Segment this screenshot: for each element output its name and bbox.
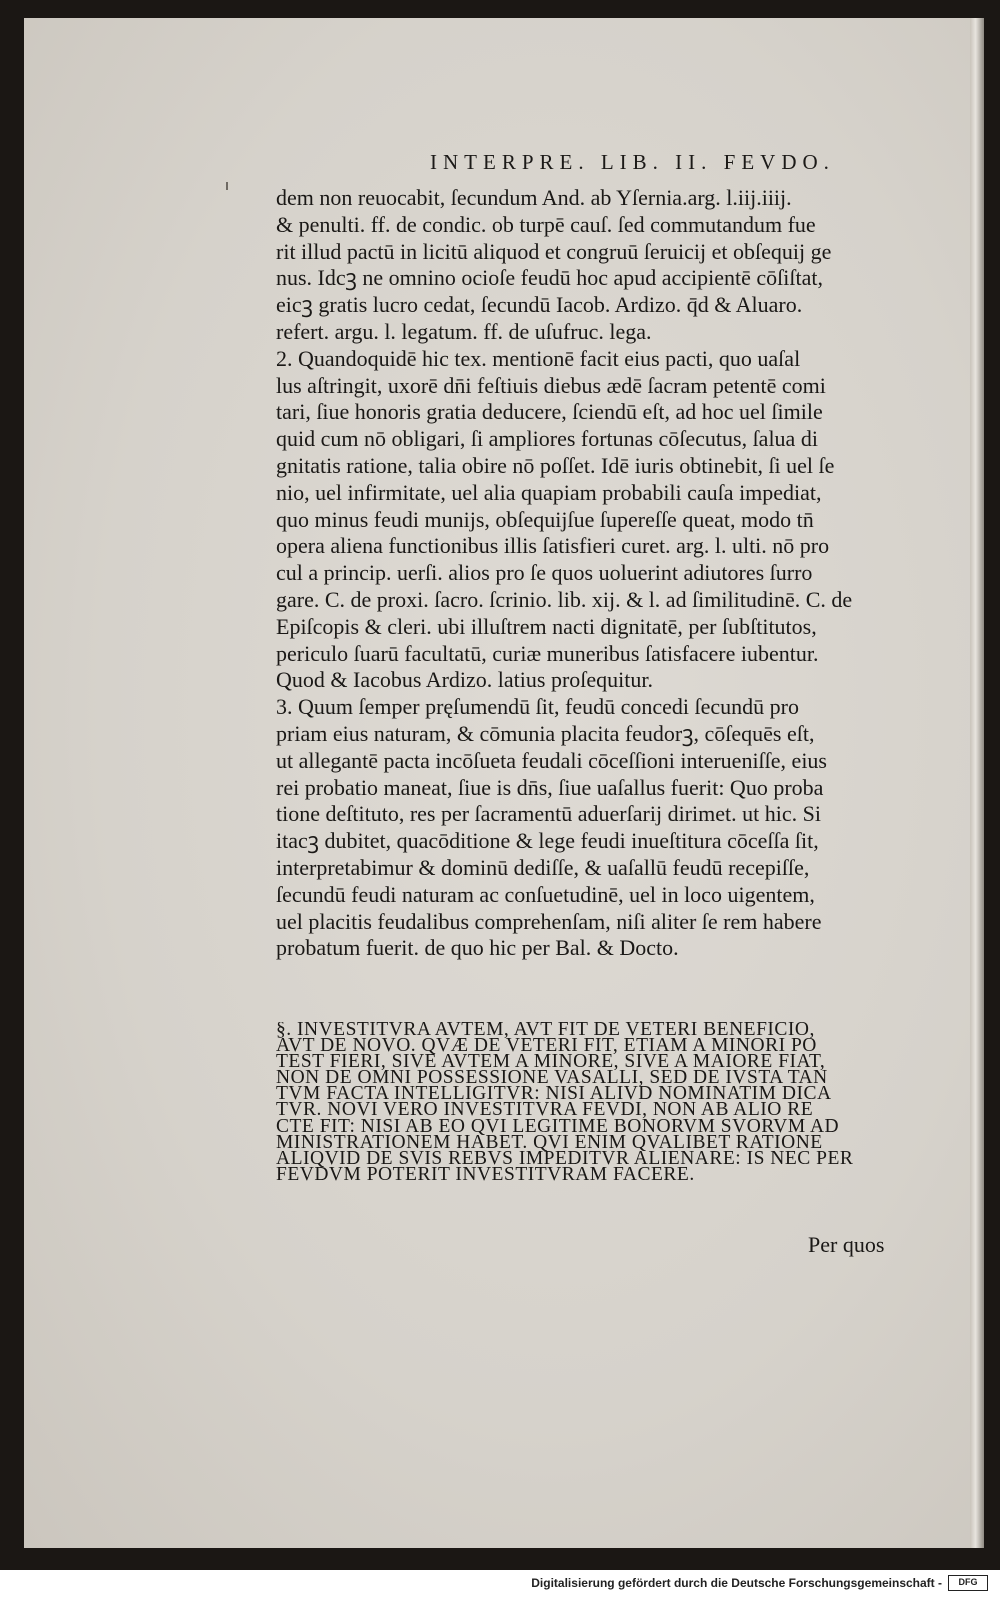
text-line: 2. Quandoquidē hic tex. mentionē facit eius pacti, quo uaſal xyxy=(276,345,801,371)
section-text xyxy=(276,1022,930,1183)
text-line: refert. argu. l. legatum. ff. de uſufruc. lega. xyxy=(276,318,652,344)
text-line: gare. C. de proxi. ſacro. ſcrinio. lib. xij. & l. ad ſimilitudinē. C. de xyxy=(276,586,853,612)
text-line: Quod & Iacobus Ardizo. latius proſequitur. xyxy=(276,667,653,693)
text-line: ut allegantē pacta incōſueta feudali cōceſſioni interueniſſe, eius xyxy=(276,747,827,773)
text-line: & penulti. ff. de condic. ob turpē cauſ. ſed commutandum fue xyxy=(276,211,816,237)
section-line: TVR. NOVI VERO INVESTITVRA FEVDI, NON AB ALIO RE xyxy=(276,1102,814,1119)
section-line: MINISTRATIONEM HABET. QVI ENIM QVALIBET RATIONE xyxy=(276,1134,823,1151)
text-line: tari, ſiue honoris gratia deducere, ſciendū eſt, ad hoc uel ſimile xyxy=(276,399,823,425)
text-line: Epiſcopis & cleri. ubi illuſtrem nacti dignitatē, per ſubſtitutos, xyxy=(276,613,817,639)
text-line: itacꝫ dubitet, quacōditione & lege feudi inueſtitura cōceſſa ſit, xyxy=(276,828,819,854)
text-line: opera aliena functionibus illis ſatisfieri curet. arg. l. ulti. nō pro xyxy=(276,533,830,559)
margin-mark xyxy=(226,182,228,190)
text-line: interpretabimur & dominū dediſſe, & uaſallū feudū recepiſſe, xyxy=(276,854,810,880)
section-line: TVM FACTA INTELLIGITVR: NISI ALIVD NOMINATIM DICA xyxy=(276,1086,832,1103)
text-line: probatum fuerit. de quo hic per Bal. & Docto. xyxy=(276,935,679,961)
text-line: rei probatio maneat, ſiue is dn̄s, ſiue uaſallus fuerit: Quo proba xyxy=(276,774,824,800)
footer-credit: Digitalisierung gefördert durch die Deutsche Forschungsgemeinschaft - xyxy=(531,1576,942,1590)
text-line: periculo ſuarū facultatū, curiæ muneribus ſatisfacere iubentur. xyxy=(276,640,819,666)
page-edge xyxy=(970,18,984,1548)
section-line: ALIQVID DE SVIS REBVS IMPEDITVR ALIENARE: IS NEC PER xyxy=(276,1150,854,1167)
text-line: rit illud pactū in licitū aliquod et congruū ſeruicij et obſequij ge xyxy=(276,238,832,264)
section-line: FEVDVM POTERIT INVESTITVRAM FACERE. xyxy=(276,1166,695,1183)
footer-bar xyxy=(0,1570,1000,1597)
section-line: TEST FIERI, SIVE AVTEM A MINORE, SIVE A MAIORE FIAT, xyxy=(276,1054,826,1071)
text-line: dem non reuocabit, ſecundum And. ab Yſernia.arg. l.iij.iiij. xyxy=(276,185,792,210)
text-line: gnitatis ratione, talia obire nō poſſet. Idē iuris obtinebit, ſi uel ſe xyxy=(276,452,835,478)
section-line: NON DE OMNI POSSESSIONE VASALLI, SED DE IVSTA TAN xyxy=(276,1070,828,1087)
text-line: nus. Idcꝫ ne omnino ocioſe feudū hoc apud accipientē cōſiſtat, xyxy=(276,265,824,291)
text-line: nio, uel infirmitate, uel alia quapiam probabili cauſa impediat, xyxy=(276,479,822,505)
text-line: uel placitis feudalibus comprehenſam, niſi aliter ſe rem habere xyxy=(276,908,822,934)
section-line: AVT DE NOVO. QVÆ DE VETERI FIT, ETIAM A MINORI PO xyxy=(276,1038,817,1055)
text-line: priam eius naturam, & cōmunia placita feudorꝫ, cōſequēs eſt, xyxy=(276,720,815,746)
dfg-logo: DFG xyxy=(948,1575,988,1591)
text-line: lus aſtringit, uxorē dn̄i feſtiuis diebus ædē ſacram petentē comi xyxy=(276,372,826,398)
running-head: INTERPRE. LIB. II. FEVDO. xyxy=(430,150,835,174)
text-line: eicꝫ gratis lucro cedat, ſecundū Iacob. Ardizo. q̄d & Aluaro. xyxy=(276,292,803,318)
body-text xyxy=(276,185,930,962)
text-line: quo minus feudi munijs, obſequijſue ſupereſſe queat, modo tn̄ xyxy=(276,506,814,532)
section-line: §. INVESTITVRA AVTEM, AVT FIT DE VETERI BENEFICIO, xyxy=(276,1022,815,1039)
text-line: tione deſtituto, res per ſacramentū aduerſarij dirimet. ut hic. Si xyxy=(276,801,821,827)
text-line: ſecundū feudi naturam ac conſuetudinē, uel in loco uigentem, xyxy=(276,881,815,907)
text-line: 3. Quum ſemper pręſumendū ſit, feudū concedi ſecundū pro xyxy=(276,694,799,720)
catchword: Per quos xyxy=(808,1232,885,1257)
text-line: cul a princip. uerſi. alios pro ſe quos uoluerint adiutores ſurro xyxy=(276,560,813,586)
text-line: quid cum nō obligari, ſi ampliores fortunas cōſecutus, ſalua di xyxy=(276,426,818,452)
section-line: CTE FIT: NISI AB EO QVI LEGITIME BONORVM SVORVM AD xyxy=(276,1118,840,1135)
